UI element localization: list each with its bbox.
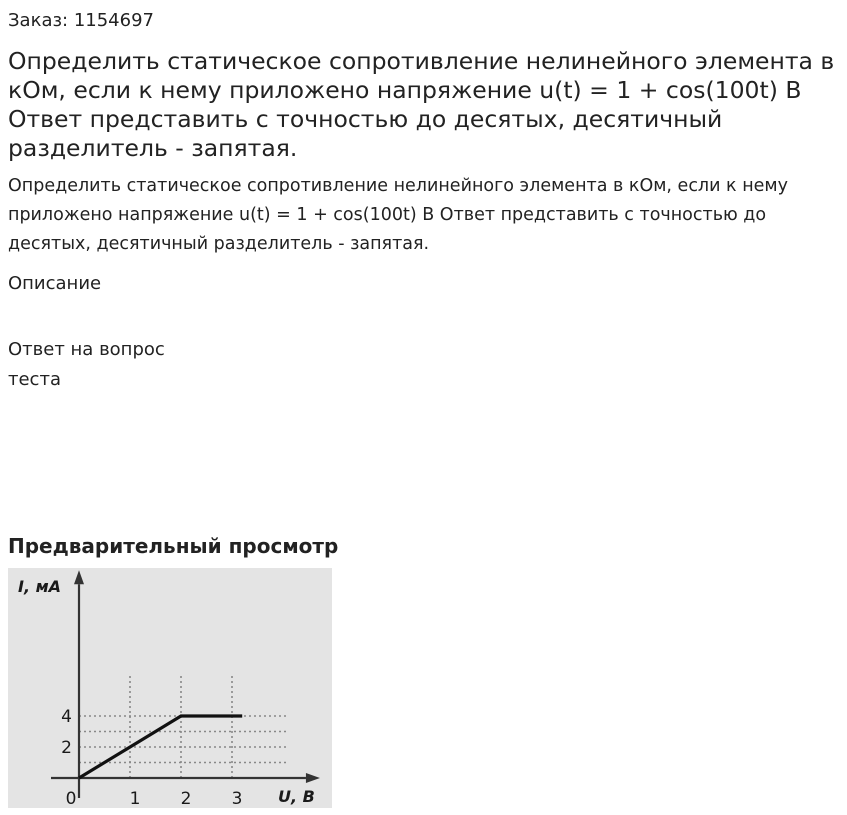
y-tick-label: 2 [61,738,72,758]
x-tick-label: 1 [129,789,141,808]
x-tick-label: 2 [180,789,192,808]
x-axis-label: U, B [278,787,315,806]
chart-svg [8,568,332,808]
answer-text: Ответ на вопрос теста [8,339,165,390]
description-heading: Описание [8,273,102,294]
x-tick-label: 3 [231,789,243,808]
x-tick-label: 0 [65,789,77,808]
y-axis-arrow [74,570,84,584]
y-axis-label: I, мА [18,577,62,596]
preview-heading: Предварительный просмотр [8,534,339,558]
x-axis-arrow [306,773,320,783]
page-title: Определить статическое сопротивление нелинейного элемента в кОм, если к нему приложено напряжение u(t) = 1 + cos(100t) В Ответ представить с точностью до десятых, десятичный разделитель - запятая. [8,47,835,162]
preview-chart [8,568,332,808]
question-text: Определить статическое сопротивление нелинейного элемента в кОм, если к нему приложено напряжение u(t) = 1 + cos(100t) В Ответ представить с точностью до десятых, десятичный разделитель - запятая. [8,176,788,254]
y-tick-label: 4 [61,707,72,727]
order-number: Заказ: 1154697 [8,10,154,31]
